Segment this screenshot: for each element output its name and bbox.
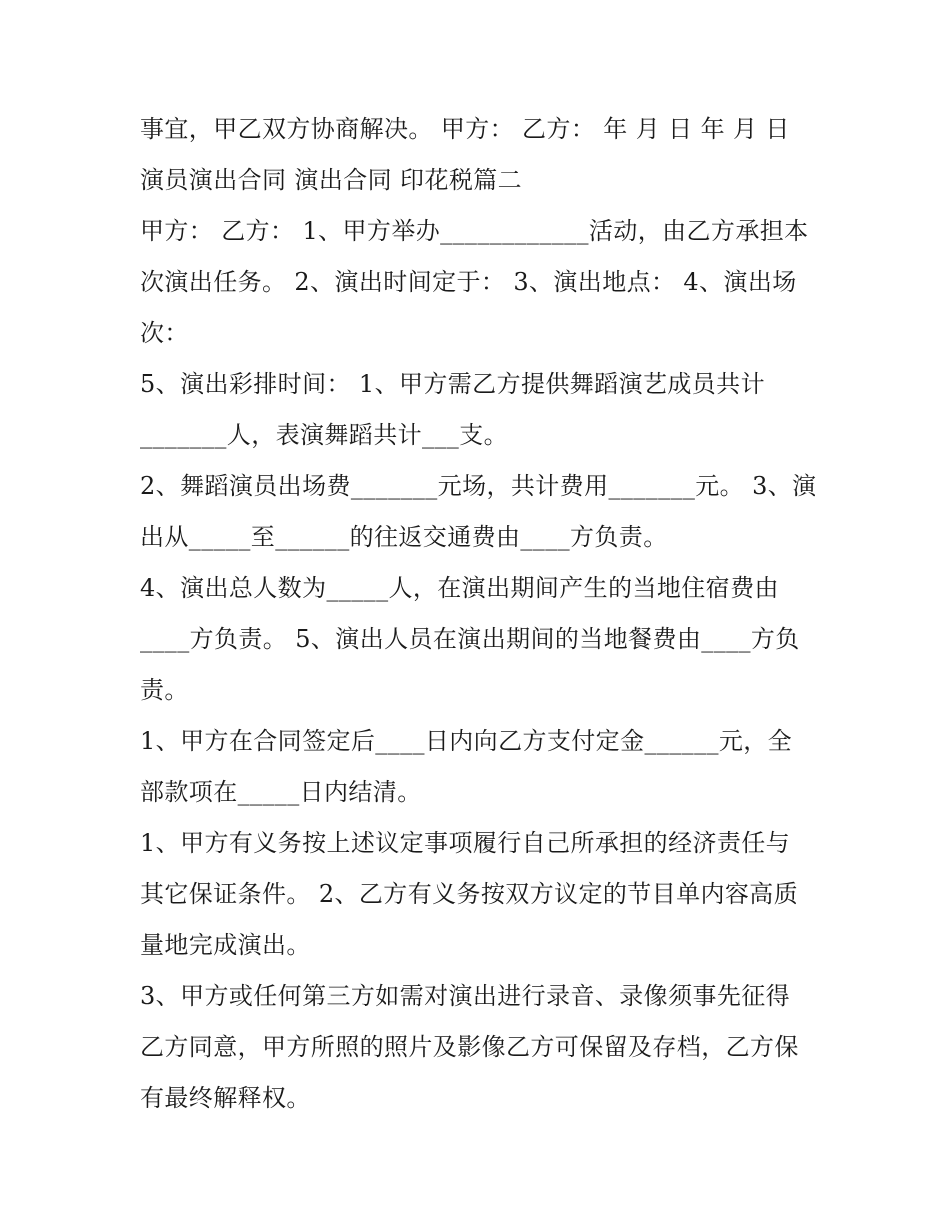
text-line: 其它保证条件。 2、乙方有义务按双方议定的节目单内容高质 (140, 880, 799, 908)
text-line: 3、甲方或任何第三方如需对演出进行录音、录像须事先征得 (140, 982, 791, 1010)
text-line: 量地完成演出。 (140, 931, 311, 959)
text-line: 2、舞蹈演员出场费_______元场，共计费用_______元。 3、演 (140, 472, 817, 500)
text-line: 次演出任务。 2、演出时间定于： 3、演出地点： 4、演出场 (140, 268, 797, 296)
text-line: 部款项在_____日内结清。 (140, 778, 422, 806)
text-line: 责。 (140, 676, 189, 704)
text-line: 甲方： 乙方： 1、甲方举办____________活动，由乙方承担本 (140, 217, 809, 245)
text-line: 出从_____至______的往返交通费由____方负责。 (140, 523, 668, 551)
section-heading: 演员演出合同 演出合同 印花税篇二 (140, 166, 523, 194)
text-line: _______人，表演舞蹈共计___支。 (140, 421, 508, 449)
text-line: ____方负责。 5、演出人员在演出期间的当地餐费由____方负 (140, 625, 800, 653)
text-line: 有最终解释权。 (140, 1084, 311, 1112)
text-line: 1、甲方在合同签定后____日内向乙方支付定金______元，全 (140, 727, 793, 755)
text-line: 乙方同意，甲方所照的照片及影像乙方可保留及存档，乙方保 (140, 1033, 799, 1061)
text-line: 1、甲方有义务按上述议定事项履行自己所承担的经济责任与 (140, 829, 791, 857)
text-line: 4、演出总人数为_____人，在演出期间产生的当地住宿费由 (140, 574, 779, 602)
text-line: 次： (140, 319, 189, 347)
document-body (140, 104, 820, 1124)
text-line: 5、演出彩排时间： 1、甲方需乙方提供舞蹈演艺成员共计 (140, 370, 765, 398)
text-line: 事宜，甲乙双方协商解决。 甲方： 乙方： 年 月 日 年 月 日 (140, 115, 790, 143)
